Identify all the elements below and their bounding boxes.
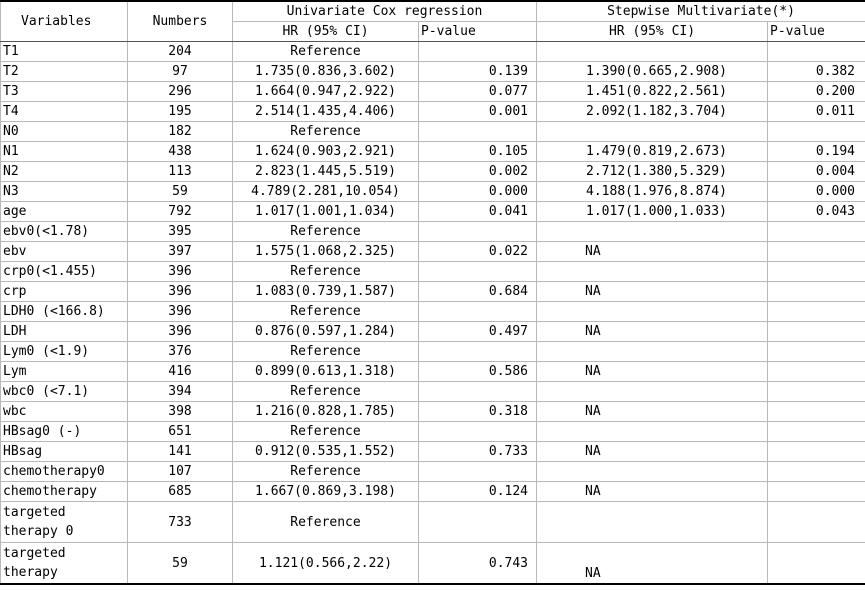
cell-multi-pvalue (768, 442, 865, 462)
cell-multi-hr (537, 262, 768, 282)
cell-hr: 0.876(0.597,1.284) (233, 322, 419, 342)
cell-variable: chemotherapy0 (1, 462, 128, 482)
cell-variable: HBsag0 (-) (1, 422, 128, 442)
table-body (1, 42, 865, 585)
cell-hr: 1.216(0.828,1.785) (233, 402, 419, 422)
cell-multi-hr: NA (537, 402, 768, 422)
header-univariate: Univariate Cox regression (233, 1, 537, 22)
cell-numbers: 107 (128, 462, 233, 482)
cell-reference: Reference (233, 122, 419, 142)
cell-variable: targeted therapy (1, 543, 128, 585)
cell-variable: HBsag (1, 442, 128, 462)
cell-numbers: 398 (128, 402, 233, 422)
header-numbers: Numbers (128, 1, 233, 42)
cell-pvalue: 0.733 (419, 442, 537, 462)
cell-variable: chemotherapy (1, 482, 128, 502)
cell-numbers: 97 (128, 62, 233, 82)
cell-pvalue: 0.139 (419, 62, 537, 82)
cell-variable: Lym0 (<1.9) (1, 342, 128, 362)
cell-pvalue: 0.022 (419, 242, 537, 262)
cell-multi-hr: NA (537, 322, 768, 342)
cell-multi-pvalue (768, 42, 865, 62)
cell-reference: Reference (233, 222, 419, 242)
cell-variable: age (1, 202, 128, 222)
cell-multi-hr (537, 342, 768, 362)
cell-multi-hr: NA (537, 543, 768, 585)
table-row (1, 322, 865, 342)
cell-hr: 0.912(0.535,1.552) (233, 442, 419, 462)
cell-variable: N3 (1, 182, 128, 202)
cell-multi-hr (537, 122, 768, 142)
cell-multi-hr (537, 42, 768, 62)
cell-multi-hr: NA (537, 242, 768, 262)
cell-multi-pvalue: 0.043 (768, 202, 865, 222)
table-row (1, 102, 865, 122)
cell-hr: 1.017(1.001,1.034) (233, 202, 419, 222)
cell-pvalue (419, 222, 537, 242)
table-row (1, 422, 865, 442)
cell-multi-hr (537, 462, 768, 482)
table-row (1, 142, 865, 162)
header-variables: Variables (1, 1, 128, 42)
cell-multi-hr: NA (537, 362, 768, 382)
cell-pvalue: 0.586 (419, 362, 537, 382)
table-row (1, 82, 865, 102)
cell-multi-hr (537, 382, 768, 402)
cell-pvalue (419, 342, 537, 362)
table-row (1, 242, 865, 262)
cell-variable: ebv (1, 242, 128, 262)
cell-pvalue: 0.684 (419, 282, 537, 302)
cell-pvalue (419, 42, 537, 62)
cell-pvalue: 0.000 (419, 182, 537, 202)
table-row (1, 122, 865, 142)
header-multivariate: Stepwise Multivariate(*) (537, 1, 865, 22)
cell-multi-pvalue (768, 222, 865, 242)
cell-numbers: 396 (128, 322, 233, 342)
cell-reference: Reference (233, 302, 419, 322)
cell-hr: 1.667(0.869,3.198) (233, 482, 419, 502)
cell-numbers: 376 (128, 342, 233, 362)
cell-multi-pvalue (768, 362, 865, 382)
cell-multi-pvalue: 0.382 (768, 62, 865, 82)
table-row (1, 482, 865, 502)
cell-pvalue: 0.105 (419, 142, 537, 162)
cell-numbers: 396 (128, 302, 233, 322)
cell-pvalue (419, 302, 537, 322)
table-row (1, 42, 865, 62)
cell-multi-pvalue (768, 122, 865, 142)
table-row (1, 362, 865, 382)
cell-variable: N0 (1, 122, 128, 142)
cell-multi-hr: 1.017(1.000,1.033) (537, 202, 768, 222)
table-row (1, 262, 865, 282)
cell-numbers: 395 (128, 222, 233, 242)
cell-multi-hr: 4.188(1.976,8.874) (537, 182, 768, 202)
table-header (1, 1, 865, 42)
cell-multi-pvalue (768, 422, 865, 442)
cell-pvalue (419, 262, 537, 282)
table-row (1, 382, 865, 402)
cell-multi-pvalue (768, 482, 865, 502)
cell-numbers: 113 (128, 162, 233, 182)
cell-numbers: 182 (128, 122, 233, 142)
cell-hr: 1.735(0.836,3.602) (233, 62, 419, 82)
cell-variable: LDH0 (<166.8) (1, 302, 128, 322)
cell-numbers: 204 (128, 42, 233, 62)
cell-multi-hr (537, 422, 768, 442)
cell-variable: LDH (1, 322, 128, 342)
cell-variable: T4 (1, 102, 128, 122)
cell-reference: Reference (233, 502, 419, 543)
table-row (1, 162, 865, 182)
cell-pvalue: 0.001 (419, 102, 537, 122)
cell-multi-pvalue (768, 322, 865, 342)
cell-numbers: 685 (128, 482, 233, 502)
cell-hr: 1.083(0.739,1.587) (233, 282, 419, 302)
table-row (1, 342, 865, 362)
cell-multi-pvalue: 0.200 (768, 82, 865, 102)
cell-numbers: 296 (128, 82, 233, 102)
cell-multi-pvalue (768, 543, 865, 585)
cell-pvalue: 0.124 (419, 482, 537, 502)
cell-pvalue (419, 422, 537, 442)
cell-multi-hr (537, 222, 768, 242)
cell-multi-pvalue (768, 402, 865, 422)
cell-numbers: 396 (128, 282, 233, 302)
header-pvalue: P-value (419, 22, 537, 42)
cell-multi-hr: 1.390(0.665,2.908) (537, 62, 768, 82)
cell-variable: N1 (1, 142, 128, 162)
cell-hr: 1.624(0.903,2.921) (233, 142, 419, 162)
cell-reference: Reference (233, 462, 419, 482)
cell-multi-pvalue (768, 502, 865, 543)
cell-multi-pvalue (768, 282, 865, 302)
table-row (1, 202, 865, 222)
cell-multi-pvalue (768, 262, 865, 282)
cell-numbers: 416 (128, 362, 233, 382)
table-row (1, 543, 865, 585)
cell-reference: Reference (233, 422, 419, 442)
cell-pvalue (419, 462, 537, 482)
table-row (1, 442, 865, 462)
cell-variable: T1 (1, 42, 128, 62)
table-row (1, 462, 865, 482)
cell-variable: wbc0 (<7.1) (1, 382, 128, 402)
cell-hr: 2.514(1.435,4.406) (233, 102, 419, 122)
cell-pvalue: 0.743 (419, 543, 537, 585)
cell-multi-pvalue (768, 302, 865, 322)
cell-pvalue: 0.041 (419, 202, 537, 222)
cell-multi-pvalue (768, 462, 865, 482)
cell-numbers: 59 (128, 182, 233, 202)
cell-pvalue: 0.497 (419, 322, 537, 342)
table-row (1, 182, 865, 202)
cell-variable: ebv0(<1.78) (1, 222, 128, 242)
cell-pvalue (419, 502, 537, 543)
cell-multi-hr: 2.092(1.182,3.704) (537, 102, 768, 122)
table-row (1, 282, 865, 302)
cell-hr: 1.575(1.068,2.325) (233, 242, 419, 262)
cell-pvalue (419, 382, 537, 402)
cell-multi-pvalue: 0.011 (768, 102, 865, 122)
cell-multi-hr: NA (537, 282, 768, 302)
cell-multi-pvalue: 0.004 (768, 162, 865, 182)
cell-pvalue (419, 122, 537, 142)
cell-numbers: 141 (128, 442, 233, 462)
header-multi-hr: HR (95% CI) (537, 22, 768, 42)
cell-multi-hr: NA (537, 482, 768, 502)
cell-hr: 4.789(2.281,10.054) (233, 182, 419, 202)
cell-reference: Reference (233, 262, 419, 282)
cell-numbers: 792 (128, 202, 233, 222)
cell-variable: targeted therapy 0 (1, 502, 128, 543)
cell-numbers: 438 (128, 142, 233, 162)
cell-variable: crp (1, 282, 128, 302)
cell-reference: Reference (233, 382, 419, 402)
table-row (1, 502, 865, 543)
cell-multi-hr: 1.451(0.822,2.561) (537, 82, 768, 102)
cell-variable: wbc (1, 402, 128, 422)
cell-variable: crp0(<1.455) (1, 262, 128, 282)
cell-multi-pvalue (768, 342, 865, 362)
cell-multi-pvalue (768, 242, 865, 262)
cell-variable: T3 (1, 82, 128, 102)
cell-multi-hr (537, 502, 768, 543)
cell-reference: Reference (233, 42, 419, 62)
header-hr: HR (95% CI) (233, 22, 419, 42)
cell-multi-hr (537, 302, 768, 322)
cell-hr: 2.823(1.445,5.519) (233, 162, 419, 182)
cell-pvalue: 0.002 (419, 162, 537, 182)
cell-multi-hr: 1.479(0.819,2.673) (537, 142, 768, 162)
cell-reference: Reference (233, 342, 419, 362)
table-row (1, 222, 865, 242)
table-row (1, 302, 865, 322)
cell-variable: Lym (1, 362, 128, 382)
cell-hr: 1.664(0.947,2.922) (233, 82, 419, 102)
cell-numbers: 397 (128, 242, 233, 262)
cell-hr: 0.899(0.613,1.318) (233, 362, 419, 382)
cell-multi-hr: NA (537, 442, 768, 462)
header-multi-pvalue: P-value (768, 22, 865, 42)
cell-numbers: 394 (128, 382, 233, 402)
cell-pvalue: 0.318 (419, 402, 537, 422)
cell-hr: 1.121(0.566,2.22) (233, 543, 419, 585)
cell-multi-hr: 2.712(1.380,5.329) (537, 162, 768, 182)
cell-numbers: 651 (128, 422, 233, 442)
cell-numbers: 195 (128, 102, 233, 122)
cell-variable: T2 (1, 62, 128, 82)
cell-numbers: 396 (128, 262, 233, 282)
cell-numbers: 733 (128, 502, 233, 543)
table-row (1, 62, 865, 82)
cell-numbers: 59 (128, 543, 233, 585)
cell-multi-pvalue (768, 382, 865, 402)
cell-pvalue: 0.077 (419, 82, 537, 102)
table-row (1, 402, 865, 422)
cell-multi-pvalue: 0.194 (768, 142, 865, 162)
cell-multi-pvalue: 0.000 (768, 182, 865, 202)
cell-variable: N2 (1, 162, 128, 182)
